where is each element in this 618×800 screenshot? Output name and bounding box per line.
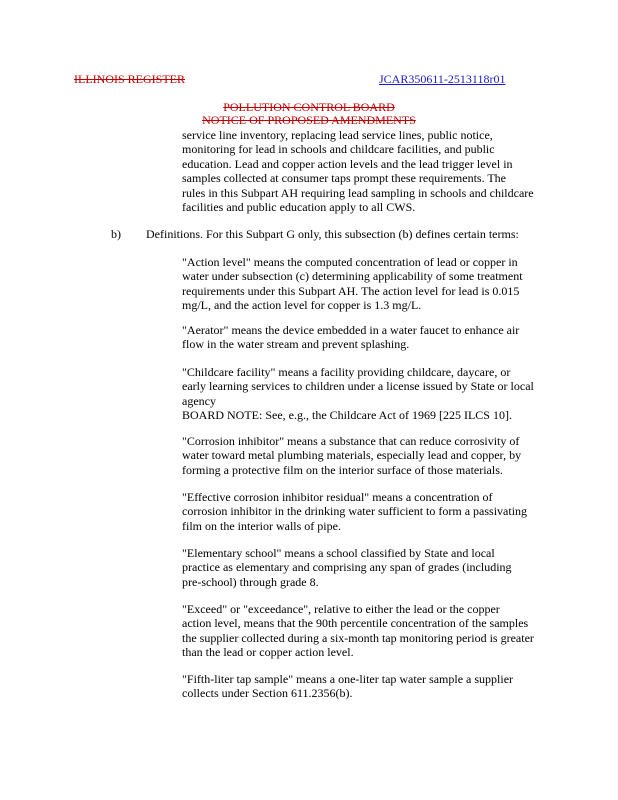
text-line: collects under Section 611.2356(b).	[182, 686, 353, 701]
definition-aerator	[182, 323, 582, 352]
text-line: flow in the water stream and prevent splashing.	[182, 337, 410, 352]
text-line: mg/L, and the action level for copper is 1.3 mg/L.	[182, 298, 422, 313]
text-line: "Aerator" means the device embedded in a water faucet to enhance air	[182, 323, 520, 337]
text-line: practice as elementary and comprising any span of grades (including	[182, 560, 512, 575]
text-line: forming a protective film on the interior surface of those materials.	[182, 462, 503, 477]
register-header: ILLINOIS REGISTER	[74, 72, 185, 86]
jcar-code: JCAR350611-2513118r01	[379, 72, 506, 86]
definition-action-level	[182, 255, 582, 313]
text-line: "Elementary school" means a school classified by State and local	[182, 546, 495, 560]
board-note: BOARD NOTE: See, e.g., the Childcare Act of 1969 [225 ILCS 10].	[182, 408, 512, 423]
text-line: "Fifth-liter tap sample" means a one-liter tap water sample a supplier	[182, 672, 514, 686]
text-line: "Childcare facility" means a facility providing childcare, daycare, or	[182, 365, 511, 379]
text-line: monitoring for lead in schools and childcare facilities, and public	[182, 142, 495, 157]
intro-paragraph	[182, 128, 582, 214]
text-line: "Action level" means the computed concentration of lead or copper in	[182, 255, 518, 269]
text-line: water toward metal plumbing materials, especially lead and copper, by	[182, 448, 522, 463]
text-line: samples collected at consumer taps prompt these requirements. The	[182, 171, 507, 186]
text-line: early learning services to children under a license issued by State or local	[182, 379, 534, 394]
text-line: service line inventory, replacing lead service lines, public notice,	[182, 128, 493, 142]
text-line: facilities and public education apply to all CWS.	[182, 200, 416, 215]
text-line: "Effective corrosion inhibitor residual" means a concentration of	[182, 490, 493, 504]
board-name: POLLUTION CONTROL BOARD	[223, 100, 395, 114]
definition-corrosion-inhibitor	[182, 434, 582, 477]
definition-exceed	[182, 602, 582, 660]
text-line: "Corrosion inhibitor" means a substance that can reduce corrosivity of	[182, 434, 520, 448]
subsection-label: b)	[111, 227, 121, 241]
text-line: water under subsection (c) determining applicability of some treatment	[182, 269, 523, 284]
text-line: action level, means that the 90th percentile concentration of the samples	[182, 616, 529, 631]
text-line: agency	[182, 393, 216, 408]
text-line: than the lead or copper action level.	[182, 645, 354, 660]
definition-effective-corrosion-inhibitor-residual	[182, 490, 582, 533]
subsection-text: Definitions. For this Subpart G only, this subsection (b) defines certain terms:	[146, 227, 519, 241]
text-line: corrosion inhibitor in the drinking water sufficient to form a passivating	[182, 504, 528, 519]
text-line: the supplier collected during a six-month tap monitoring period is greater	[182, 630, 534, 645]
text-line: requirements under this Subpart AH. The action level for lead is 0.015	[182, 283, 520, 298]
definition-fifth-liter-tap-sample	[182, 672, 582, 701]
notice-title: NOTICE OF PROPOSED AMENDMENTS	[202, 113, 416, 127]
definition-elementary-school	[182, 546, 582, 589]
text-line: pre-school) through grade 8.	[182, 574, 319, 589]
text-line: film on the interior walls of pipe.	[182, 518, 341, 533]
definition-childcare-facility	[182, 365, 582, 423]
text-line: rules in this Subpart AH requiring lead sampling in schools and childcare	[182, 185, 534, 200]
text-line: education. Lead and copper action levels and the lead trigger level in	[182, 156, 513, 171]
text-line: "Exceed" or "exceedance", relative to either the lead or the copper	[182, 602, 500, 616]
